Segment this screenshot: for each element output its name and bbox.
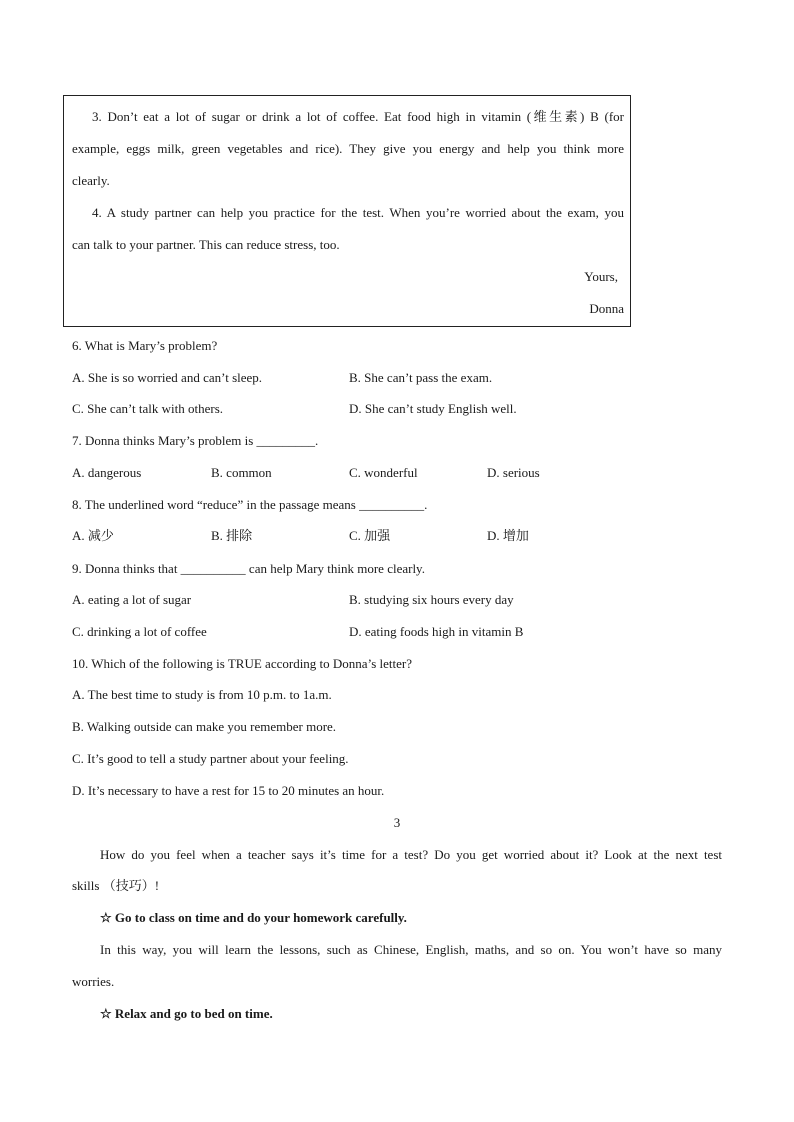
letter-signature: Donna: [589, 301, 624, 316]
letter-paragraph-3-line-2: example, eggs milk, green vegetables and rice). They give you energy and help you think more: [72, 141, 624, 156]
question-6-option-b: B. She can’t pass the exam.: [349, 370, 493, 385]
question-6-option-d: D. She can’t study English well.: [349, 401, 517, 416]
letter-paragraph-3-line-3: clearly.: [72, 173, 110, 188]
question-10-option-b: B. Walking outside can make you remember more.: [72, 719, 337, 734]
question-7-option-a: A. dangerous: [72, 465, 142, 480]
question-8-option-a: A. 减少: [72, 528, 114, 543]
letter-closing: Yours,: [584, 269, 618, 284]
question-9-option-d: D. eating foods high in vitamin B: [349, 624, 524, 639]
letter-box: [63, 95, 631, 327]
letter-paragraph-4-line-2: can talk to your partner. This can reduce stress, too.: [72, 237, 340, 252]
question-10-option-c: C. It’s good to tell a study partner about your feeling.: [72, 751, 349, 766]
tip-1-heading: ☆ Go to class on time and do your homework carefully.: [100, 910, 407, 925]
question-6-option-a: A. She is so worried and can’t sleep.: [72, 370, 263, 385]
question-7-option-d: D. serious: [487, 465, 540, 480]
question-7-option-b: B. common: [211, 465, 272, 480]
tip-1-line-2: worries.: [72, 974, 115, 989]
question-10-option-d: D. It’s necessary to have a rest for 15 to 20 minutes an hour.: [72, 783, 385, 798]
question-8-stem: 8. The underlined word “reduce” in the passage means __________.: [72, 497, 428, 512]
tip-1-line-1: In this way, you will learn the lessons, such as Chinese, English, maths, and so on. You won’t have so many: [100, 942, 722, 957]
question-10-stem: 10. Which of the following is TRUE according to Donna’s letter?: [72, 656, 412, 671]
question-9-option-a: A. eating a lot of sugar: [72, 592, 192, 607]
question-9-stem: 9. Donna thinks that __________ can help Mary think more clearly.: [72, 561, 425, 576]
tip-2-heading: ☆ Relax and go to bed on time.: [100, 1006, 273, 1021]
question-9-option-b: B. studying six hours every day: [349, 592, 514, 607]
question-6-option-c: C. She can’t talk with others.: [72, 401, 224, 416]
question-8-option-b: B. 排除: [211, 528, 253, 543]
passage-intro-line-1: How do you feel when a teacher says it’s time for a test? Do you get worried about it? Look at the next test: [100, 847, 722, 862]
question-10-option-a: A. The best time to study is from 10 p.m. to 1a.m.: [72, 687, 332, 702]
passage-intro-line-2: skills （技巧）!: [72, 878, 160, 893]
letter-paragraph-3-line-1: 3. Don’t eat a lot of sugar or drink a lot of coffee. Eat food high in vitamin (维生素) B (for: [92, 109, 624, 124]
section-number: 3: [393, 815, 401, 830]
question-7-stem: 7. Donna thinks Mary’s problem is _________.: [72, 433, 319, 448]
question-8-option-d: D. 增加: [487, 528, 529, 543]
question-7-option-c: C. wonderful: [349, 465, 418, 480]
question-6-stem: 6. What is Mary’s problem?: [72, 338, 218, 353]
letter-paragraph-4-line-1: 4. A study partner can help you practice for the test. When you’re worried about the exam, you: [92, 205, 624, 220]
question-8-option-c: C. 加强: [349, 528, 391, 543]
question-9-option-c: C. drinking a lot of coffee: [72, 624, 207, 639]
